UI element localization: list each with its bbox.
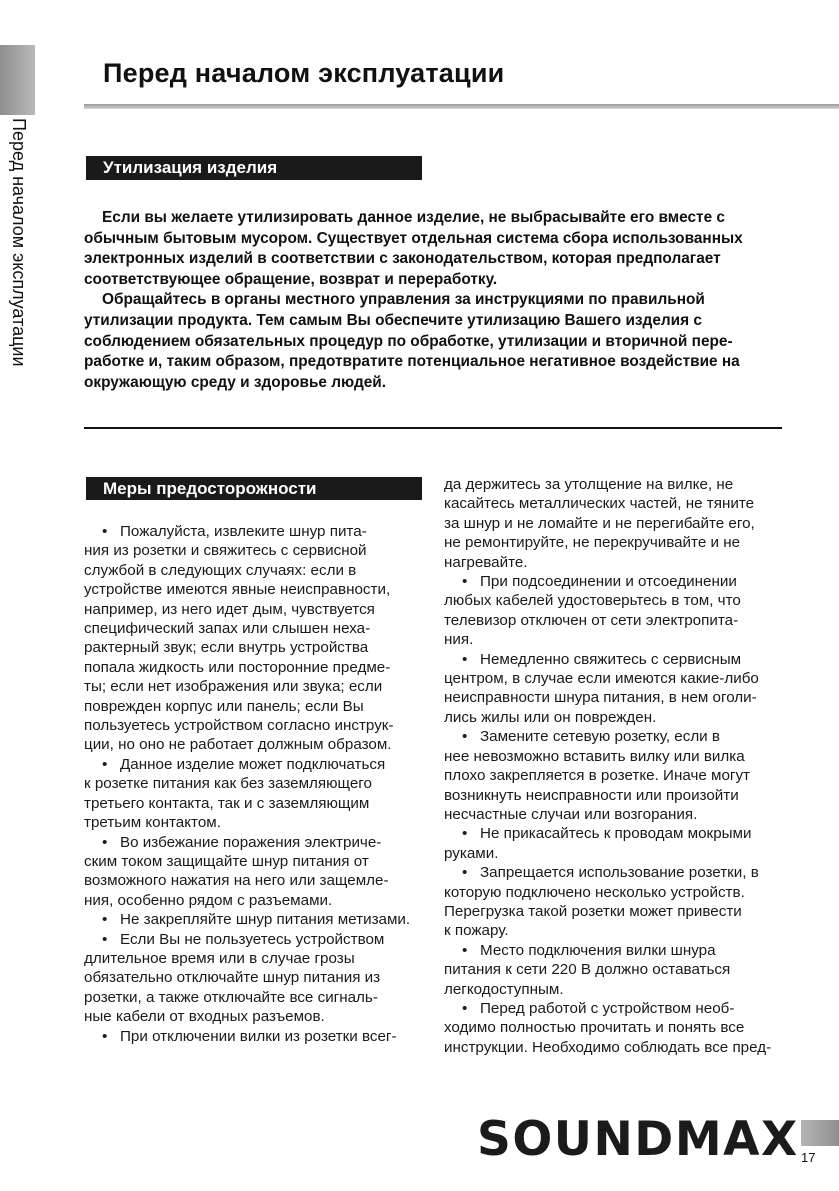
list-item: • Пожалуйста, извлеките шнур пита- ния из розетки и свяжитесь с сервисной службой в следующих случаях: если в устройстве имеются явные неисправности, например, из него идет дым, чувствуется специфический запах или слышен неха- рактерный звук; если внутрь устройства попала жидкость или посторонние предме- ты; если нет изображения или звука; если поврежден корпус или панель; если Вы пользуетесь устройством согласно инструк- ции, но оно не работает должным образом.	[84, 522, 424, 755]
section-divider	[84, 427, 782, 429]
page-title: Перед началом эксплуатации	[103, 58, 505, 88]
section-header-disposal: Утилизация изделия	[86, 156, 422, 180]
section-header-precautions: Меры предосторожности	[86, 477, 422, 500]
text-line: соблюдением обязательных процедур по обработке, утилизации и вторичной пере-	[84, 332, 733, 350]
page-number-tab	[801, 1120, 839, 1146]
brand-logo: SOUNDMAX	[477, 1112, 799, 1167]
list-item: • Немедленно свяжитесь с сервисным центром, в случае если имеются какие-либо неисправности шнура питания, в нем оголи- лись жилы или он поврежден.	[444, 650, 784, 728]
text-line: Обращайтесь в органы местного управления за инструкциями по правильной	[102, 291, 705, 309]
page-number: 17	[801, 1150, 816, 1165]
text-line: работке и, таким образом, предотвратите потенциальное негативное воздействие на	[84, 353, 740, 371]
list-item: • Во избежание поражения электриче- ским током защищайте шнур питания от возможного нажатия на него или защемле- ния, особенно рядом с разъемами.	[84, 833, 424, 911]
list-item: • Замените сетевую розетку, если в нее невозможно вставить вилку или вилка плохо закрепляется в розетке. Иначе могут возникнуть неисправности или произойти несчастные случаи или возгорания.	[444, 727, 784, 824]
list-item: • Перед работой с устройством необ- ходимо полностью прочитать и понять все инструкции. Необходимо соблюдать все пред-	[444, 999, 784, 1057]
text-line: утилизации продукта. Тем самым Вы обеспечите утилизацию Вашего изделия с	[84, 311, 702, 329]
side-tab-marker	[0, 45, 35, 115]
list-item: • Не прикасайтесь к проводам мокрыми руками.	[444, 824, 784, 863]
precautions-left-column	[84, 522, 424, 1046]
text-line: Если вы желаете утилизировать данное изделие, не выбрасывайте его вместе с	[102, 209, 725, 226]
list-item: • При отключении вилки из розетки всег-	[84, 1027, 424, 1046]
side-section-label: Перед началом эксплуатации	[9, 118, 29, 367]
text-line: окружающую среду и здоровье людей.	[84, 373, 387, 391]
list-item: • Не закрепляйте шнур питания метизами.	[84, 910, 424, 929]
precautions-right-column	[444, 475, 784, 1057]
list-item: • При подсоединении и отсоединении любых кабелей удостоверьтесь в том, что телевизор отключен от сети электропита- ния.	[444, 572, 784, 650]
list-item: • Запрещается использование розетки, в которую подключено несколько устройств. Перегрузка такой розетки может привести к пожару.	[444, 863, 784, 941]
list-item: • Если Вы не пользуетесь устройством длительное время или в случае грозы обязательно отключайте шнур питания из розетки, а также отключайте все сигналь- ные кабели от входных разъемов.	[84, 930, 424, 1027]
list-item: • Место подключения вилки шнура питания к сети 220 В должно оставаться легкодоступным.	[444, 941, 784, 999]
disposal-paragraph-1	[84, 208, 784, 290]
title-divider	[84, 104, 839, 109]
text-line: обычным бытовым мусором. Существует отдельная система сбора использованных	[84, 229, 743, 247]
text-line: электронных изделий в соответствии с законодательством, которая предполагает	[84, 250, 721, 268]
disposal-text	[84, 208, 784, 393]
disposal-paragraph-2	[84, 290, 784, 393]
list-item: • Данное изделие может подключаться к розетке питания как без заземляющего третьего контакта, так и с заземляющим третьим контактом.	[84, 755, 424, 833]
text-line: соответствующее обращение, возврат и переработку.	[84, 270, 498, 288]
list-item-continuation: да держитесь за утолщение на вилке, не касайтесь металлических частей, не тяните за шнур и не ломайте и не перегибайте его, не ремонтируйте, не перекручивайте и не нагревайте.	[444, 476, 755, 571]
